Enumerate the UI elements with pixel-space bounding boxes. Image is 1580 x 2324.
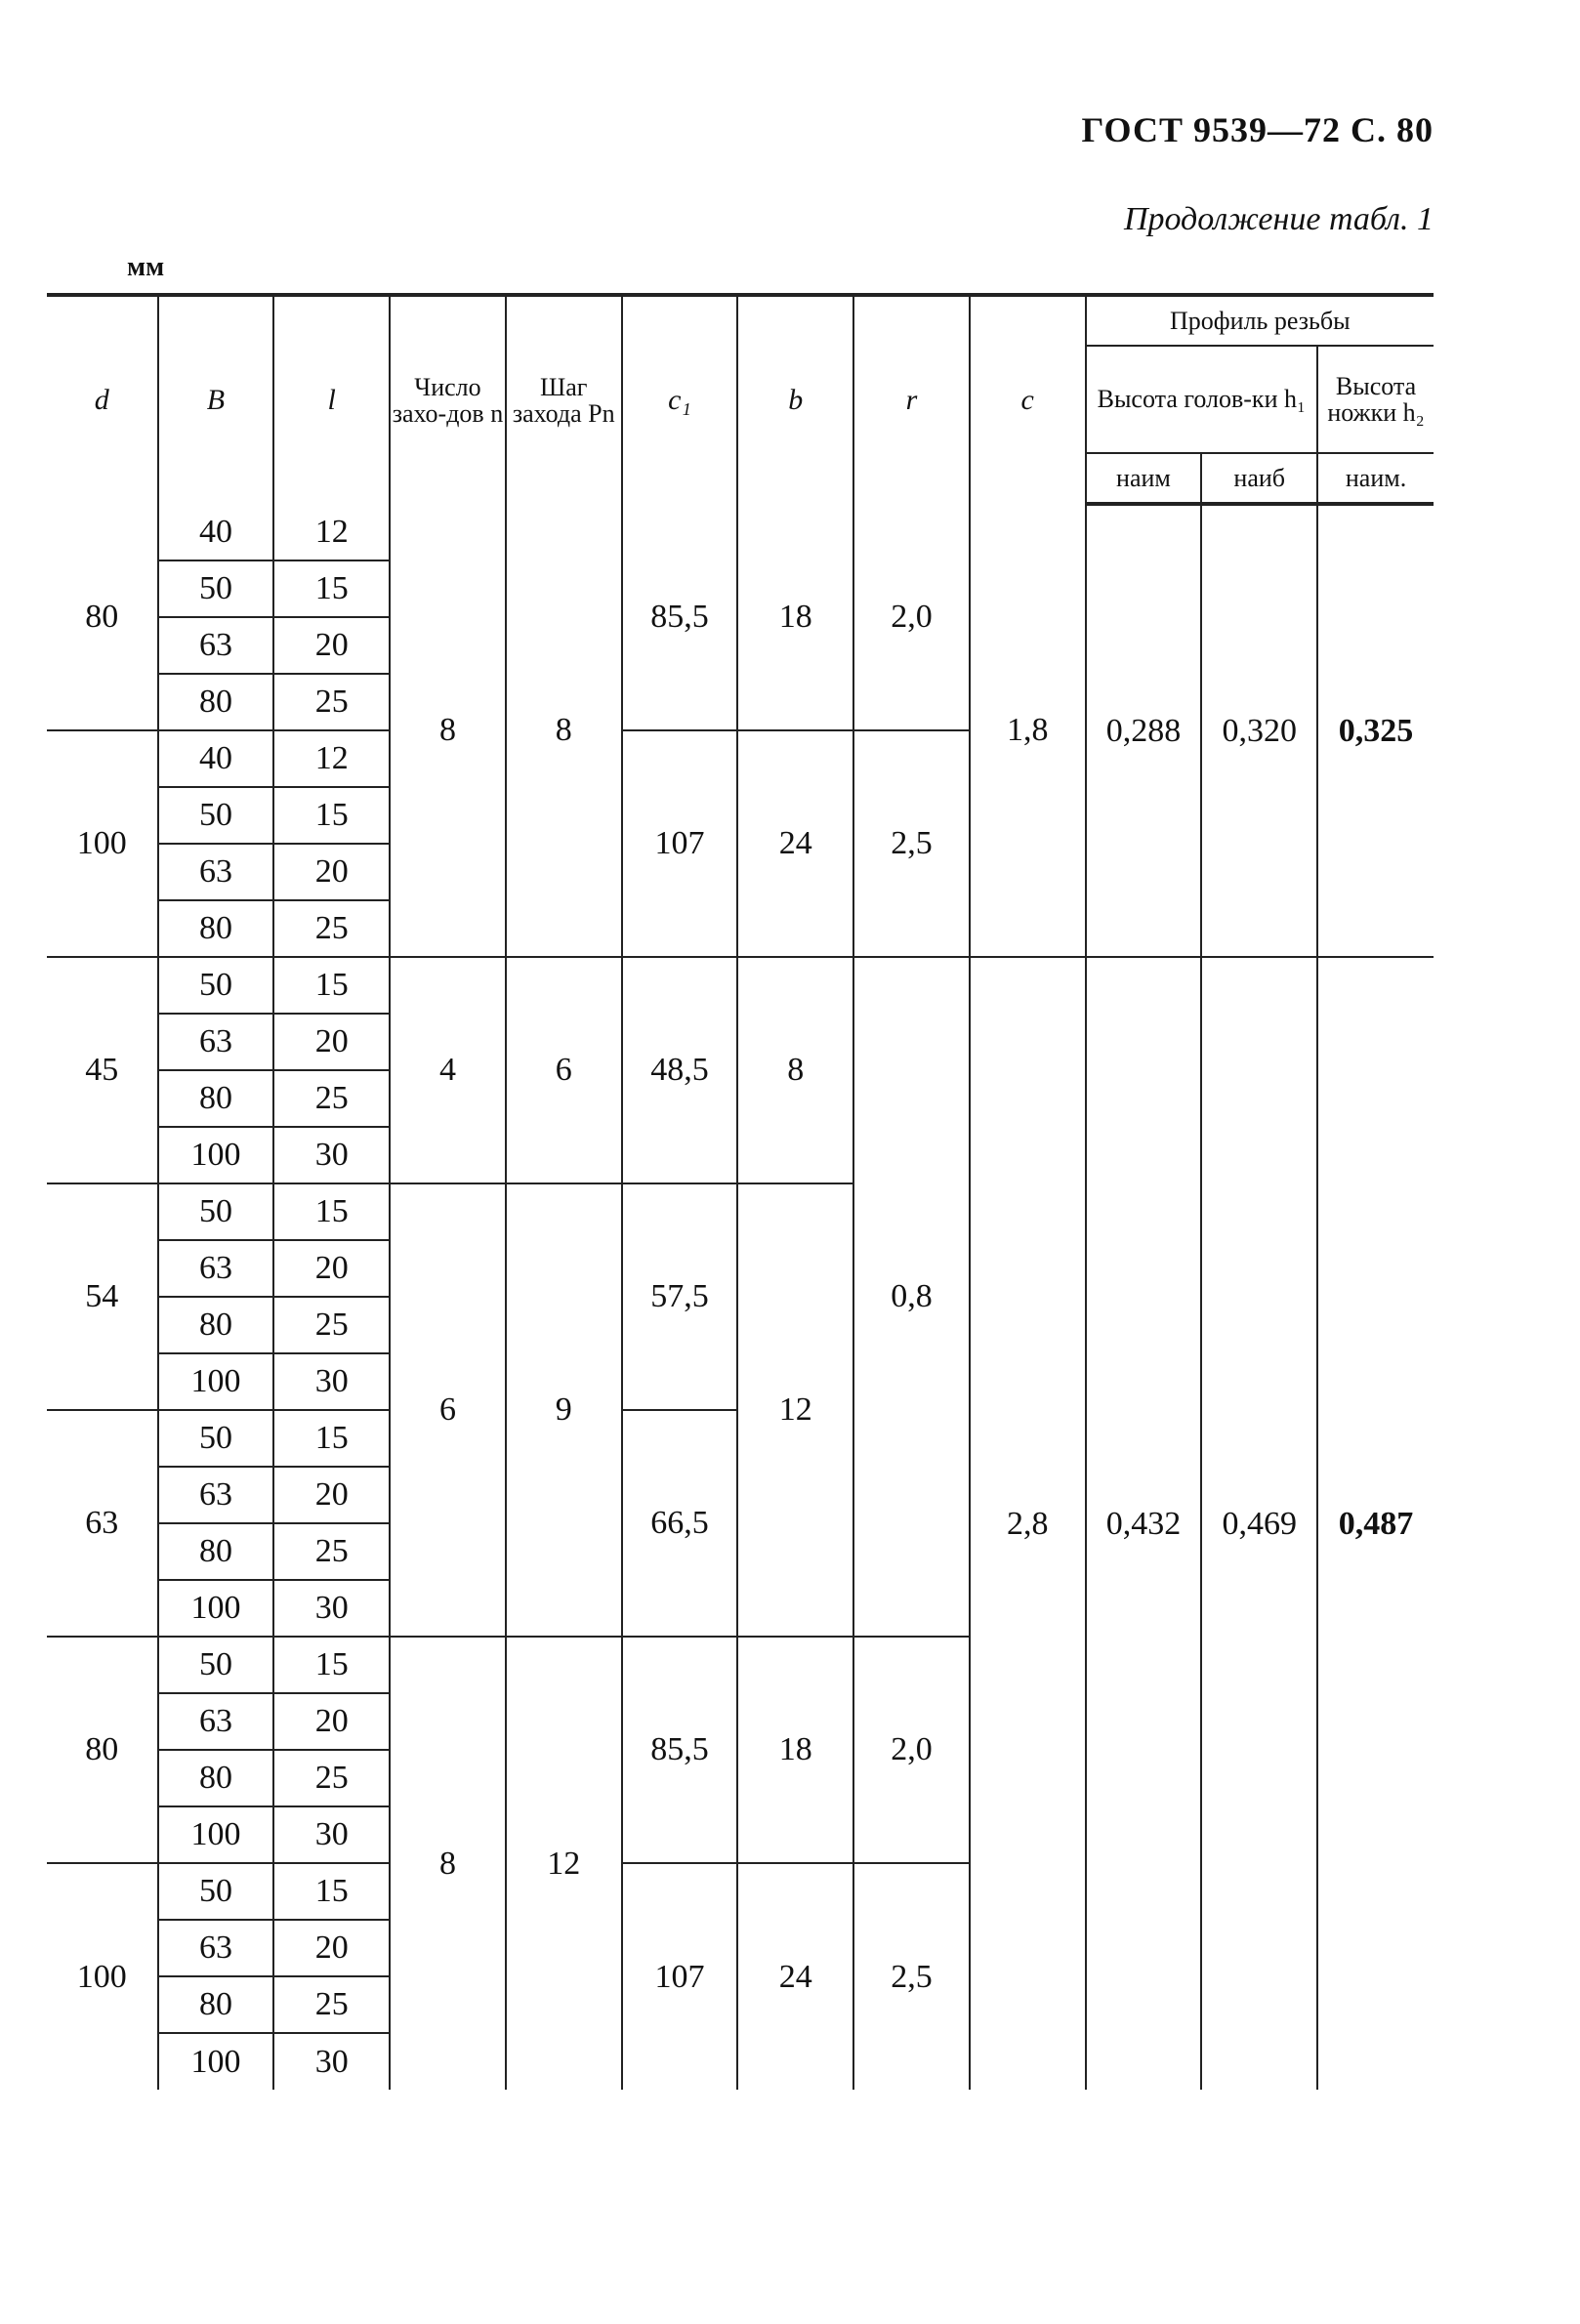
cell-d: 63 — [47, 1410, 158, 1637]
cell-l: 15 — [273, 1410, 390, 1467]
cell-h1min: 0,432 — [1086, 957, 1202, 2090]
cell-b: 24 — [737, 1863, 853, 2090]
cell-c: 1,8 — [970, 504, 1086, 957]
cell-r: 2,0 — [853, 1637, 970, 1863]
cell-B: 50 — [158, 1183, 274, 1240]
cell-B: 50 — [158, 1637, 274, 1693]
cell-l: 15 — [273, 560, 390, 617]
cell-B: 100 — [158, 1806, 274, 1863]
cell-h1max: 0,469 — [1201, 957, 1317, 2090]
cell-l: 25 — [273, 1750, 390, 1806]
cell-n: 8 — [390, 504, 506, 957]
cell-pn: 9 — [506, 1183, 622, 1637]
table-row — [47, 957, 1434, 1014]
cell-B: 40 — [158, 504, 274, 560]
header-thread-profile: Профиль резьбы — [1086, 295, 1434, 346]
cell-l: 20 — [273, 1693, 390, 1750]
header-B: B — [158, 295, 274, 504]
cell-l: 30 — [273, 1353, 390, 1410]
cell-r: 2,0 — [853, 504, 970, 730]
cell-c1: 107 — [622, 1863, 738, 2090]
cell-l: 25 — [273, 674, 390, 730]
page-header: ГОСТ 9539—72 С. 80 — [1081, 110, 1434, 149]
cell-B: 80 — [158, 1976, 274, 2033]
cell-B: 63 — [158, 1014, 274, 1070]
header-h1: Высота голов-ки h₁ — [1086, 346, 1318, 453]
cell-r: 0,8 — [853, 957, 970, 1637]
header-n: Число захо-дов n — [390, 295, 506, 504]
cell-l: 30 — [273, 1806, 390, 1863]
cell-pn: 12 — [506, 1637, 622, 2090]
cell-B: 63 — [158, 1467, 274, 1523]
cell-h2: 0,325 — [1317, 504, 1434, 957]
cell-n: 6 — [390, 1183, 506, 1637]
header-l: l — [273, 295, 390, 504]
cell-B: 40 — [158, 730, 274, 787]
cell-l: 25 — [273, 1070, 390, 1127]
cell-l: 12 — [273, 504, 390, 560]
cell-B: 63 — [158, 617, 274, 674]
cell-B: 63 — [158, 844, 274, 900]
cell-B: 80 — [158, 674, 274, 730]
cell-n: 4 — [390, 957, 506, 1183]
cell-B: 50 — [158, 1863, 274, 1920]
cell-pn: 8 — [506, 504, 622, 957]
cell-d: 45 — [47, 957, 158, 1183]
cell-B: 100 — [158, 2033, 274, 2090]
cell-l: 20 — [273, 844, 390, 900]
cell-l: 20 — [273, 1240, 390, 1297]
cell-r: 2,5 — [853, 1863, 970, 2090]
cell-B: 100 — [158, 1127, 274, 1183]
cell-B: 50 — [158, 787, 274, 844]
cell-l: 30 — [273, 1580, 390, 1637]
header-h2-min: наим. — [1317, 453, 1434, 504]
cell-c1: 107 — [622, 730, 738, 957]
cell-B: 50 — [158, 957, 274, 1014]
cell-l: 20 — [273, 1014, 390, 1070]
cell-B: 50 — [158, 1410, 274, 1467]
table-body — [47, 504, 1434, 2090]
thread-parameters-table — [47, 293, 1434, 2090]
header-c1: c₁ — [622, 295, 738, 504]
cell-h2: 0,487 — [1317, 957, 1434, 2090]
header-h2: Высота ножки h₂ — [1317, 346, 1434, 453]
cell-r: 2,5 — [853, 730, 970, 957]
cell-B: 63 — [158, 1693, 274, 1750]
cell-l: 12 — [273, 730, 390, 787]
cell-l: 15 — [273, 787, 390, 844]
units-label: мм — [127, 252, 165, 282]
header-c: c — [970, 295, 1086, 504]
cell-l: 15 — [273, 957, 390, 1014]
cell-B: 100 — [158, 1580, 274, 1637]
cell-c1: 57,5 — [622, 1183, 738, 1410]
cell-c1: 48,5 — [622, 957, 738, 1183]
cell-l: 15 — [273, 1183, 390, 1240]
header-h1-max: наиб — [1201, 453, 1317, 504]
cell-d: 80 — [47, 504, 158, 730]
cell-l: 20 — [273, 1467, 390, 1523]
cell-l: 15 — [273, 1637, 390, 1693]
cell-B: 80 — [158, 1070, 274, 1127]
cell-l: 25 — [273, 1523, 390, 1580]
cell-d: 100 — [47, 730, 158, 957]
header-d: d — [47, 295, 158, 504]
cell-b: 18 — [737, 504, 853, 730]
header-b: b — [737, 295, 853, 504]
cell-d: 100 — [47, 1863, 158, 2090]
cell-n: 8 — [390, 1637, 506, 2090]
cell-b: 18 — [737, 1637, 853, 1863]
cell-c1: 85,5 — [622, 504, 738, 730]
cell-d: 80 — [47, 1637, 158, 1863]
cell-B: 80 — [158, 1297, 274, 1353]
cell-l: 20 — [273, 617, 390, 674]
cell-c: 2,8 — [970, 957, 1086, 2090]
header-r: r — [853, 295, 970, 504]
table-row — [47, 504, 1434, 560]
cell-l: 30 — [273, 1127, 390, 1183]
cell-l: 20 — [273, 1920, 390, 1976]
cell-b: 12 — [737, 1183, 853, 1637]
cell-c1: 85,5 — [622, 1637, 738, 1863]
cell-B: 50 — [158, 560, 274, 617]
cell-h1max: 0,320 — [1201, 504, 1317, 957]
header-pn: Шаг захода Pn — [506, 295, 622, 504]
header-h1-min: наим — [1086, 453, 1202, 504]
cell-c1: 66,5 — [622, 1410, 738, 1637]
cell-B: 80 — [158, 1523, 274, 1580]
cell-b: 24 — [737, 730, 853, 957]
cell-b: 8 — [737, 957, 853, 1183]
cell-l: 25 — [273, 900, 390, 957]
cell-pn: 6 — [506, 957, 622, 1183]
cell-B: 80 — [158, 1750, 274, 1806]
cell-B: 80 — [158, 900, 274, 957]
cell-B: 63 — [158, 1920, 274, 1976]
cell-B: 100 — [158, 1353, 274, 1410]
cell-l: 15 — [273, 1863, 390, 1920]
cell-B: 63 — [158, 1240, 274, 1297]
cell-h1min: 0,288 — [1086, 504, 1202, 957]
cell-d: 54 — [47, 1183, 158, 1410]
cell-l: 30 — [273, 2033, 390, 2090]
cell-l: 25 — [273, 1297, 390, 1353]
cell-l: 25 — [273, 1976, 390, 2033]
table-continuation-label: Продолжение табл. 1 — [1123, 201, 1434, 237]
